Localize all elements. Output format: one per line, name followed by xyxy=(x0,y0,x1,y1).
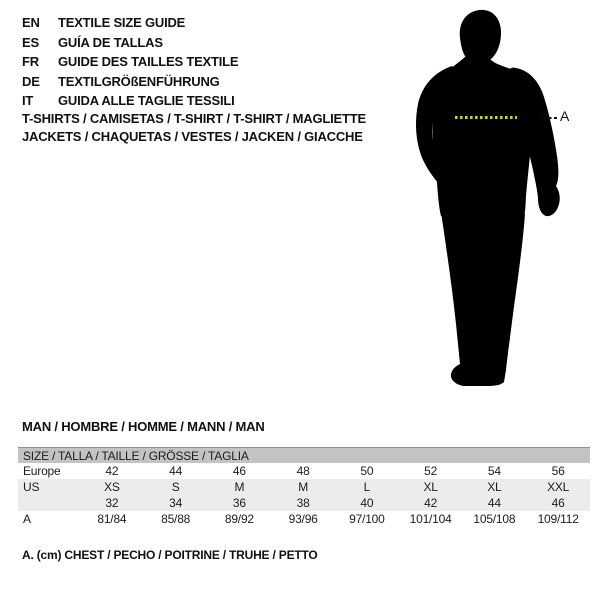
cell: 46 xyxy=(526,495,590,511)
cell: XL xyxy=(399,479,463,495)
size-table-header: SIZE / TALLA / TAILLE / GRÖSSE / TAGLIA xyxy=(18,448,590,464)
category-line-jackets: JACKETS / CHAQUETAS / VESTES / JACKEN / GIACCHE xyxy=(22,129,363,144)
cell: 105/108 xyxy=(473,512,516,526)
language-code: DE xyxy=(22,73,40,89)
language-row xyxy=(22,91,238,111)
man-silhouette-graphic xyxy=(404,8,564,388)
cell: 85/88 xyxy=(161,512,191,526)
table-row-us xyxy=(18,479,590,495)
table-row-europe xyxy=(18,463,590,479)
language-label: GUIDA ALLE TAGLIE TESSILI xyxy=(58,93,235,108)
cell: 56 xyxy=(551,464,565,478)
cell: 40 xyxy=(335,495,399,511)
row-label: Europe xyxy=(23,464,61,478)
cell: 101/104 xyxy=(409,512,452,526)
cell: 93/96 xyxy=(288,512,318,526)
cell: 44 xyxy=(463,495,527,511)
table-row-numeric xyxy=(18,495,590,511)
row-label: US xyxy=(18,479,80,495)
cell: 42 xyxy=(105,464,119,478)
cell: M xyxy=(271,479,335,495)
cell: 52 xyxy=(424,464,438,478)
cell: 46 xyxy=(232,464,246,478)
row-label xyxy=(18,495,80,511)
cell: XXL xyxy=(526,479,590,495)
size-table xyxy=(18,447,590,527)
row-label: A xyxy=(23,512,31,526)
cell: 89/92 xyxy=(224,512,254,526)
language-row xyxy=(22,72,238,92)
section-title-man: MAN / HOMBRE / HOMME / MANN / MAN xyxy=(22,419,265,434)
cell: S xyxy=(144,479,208,495)
cell: 109/112 xyxy=(537,512,579,526)
cell: 36 xyxy=(208,495,272,511)
language-label: GUIDE DES TAILLES TEXTILE xyxy=(58,54,239,69)
language-list xyxy=(22,13,238,111)
cell: 44 xyxy=(169,464,183,478)
cell: M xyxy=(208,479,272,495)
language-code: IT xyxy=(22,93,34,108)
category-list xyxy=(22,110,366,146)
cell: XS xyxy=(80,479,144,495)
language-code: EN xyxy=(22,15,40,30)
measurement-label-a: A xyxy=(560,108,570,124)
language-row xyxy=(22,13,238,33)
category-line-tshirts: T-SHIRTS / CAMISETAS / T-SHIRT / T-SHIRT / MAGLIETTE xyxy=(22,111,366,126)
language-row xyxy=(22,33,238,53)
language-code: ES xyxy=(22,34,39,50)
table-row-chest-a xyxy=(18,511,590,527)
measurement-footnote: A. (cm) CHEST / PECHO / POITRINE / TRUHE / PETTO xyxy=(22,548,318,562)
cell: 97/100 xyxy=(349,512,385,526)
size-table-header-row xyxy=(18,448,590,464)
cell: 50 xyxy=(360,464,374,478)
language-label: TEXTILGRÖßENFÜHRUNG xyxy=(58,73,220,89)
language-row xyxy=(22,52,238,72)
cell: XL xyxy=(463,479,527,495)
cell: 42 xyxy=(399,495,463,511)
man-silhouette xyxy=(404,8,564,388)
cell: 48 xyxy=(296,464,310,478)
cell: 38 xyxy=(271,495,335,511)
cell: L xyxy=(335,479,399,495)
cell: 34 xyxy=(144,495,208,511)
cell: 32 xyxy=(80,495,144,511)
language-label: GUÍA DE TALLAS xyxy=(58,34,163,50)
cell: 81/84 xyxy=(97,512,127,526)
language-code: FR xyxy=(22,54,39,69)
cell: 54 xyxy=(487,464,501,478)
language-label: TEXTILE SIZE GUIDE xyxy=(58,15,186,30)
